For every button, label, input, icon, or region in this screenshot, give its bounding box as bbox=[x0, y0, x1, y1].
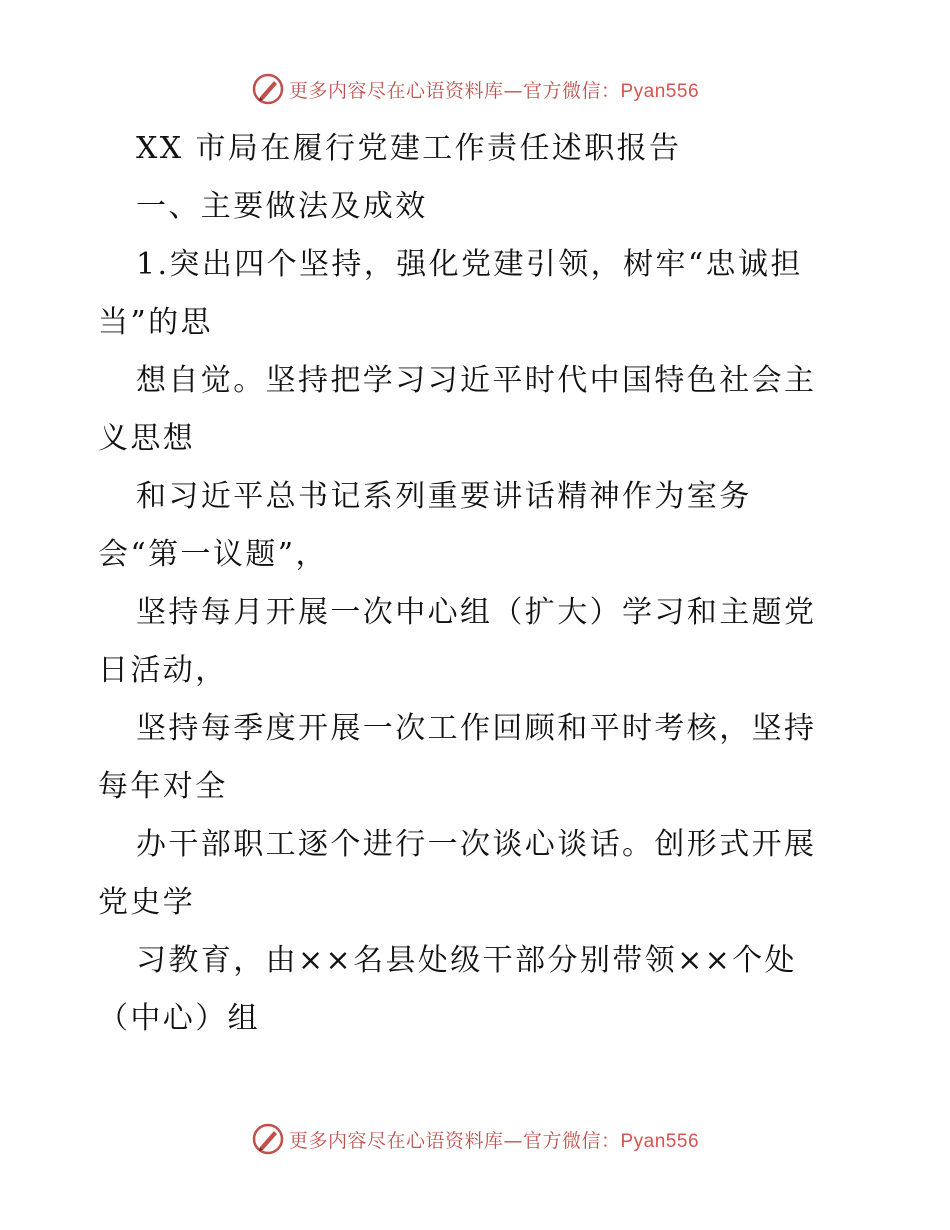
paragraph-line: 坚持每月开展一次中心组（扩大）学习和主题党 bbox=[136, 595, 817, 630]
paragraph-line: 当”的思 bbox=[98, 305, 213, 340]
paragraph-line: 想自觉。坚持把学习习近平时代中国特色社会主 bbox=[136, 363, 817, 398]
document-body bbox=[98, 120, 858, 1048]
paragraph-line: 会“第一议题”， bbox=[98, 537, 328, 572]
watermark-text: 更多内容尽在心语资料库—官方微信：Pyan556 bbox=[288, 1129, 700, 1152]
pen-logo-icon bbox=[251, 1122, 285, 1156]
pen-logo-icon bbox=[251, 72, 285, 106]
watermark-text: 更多内容尽在心语资料库—官方微信：Pyan556 bbox=[288, 79, 700, 102]
paragraph-line: 习教育，由××名县处级干部分别带领××个处 bbox=[136, 943, 797, 978]
section-heading: 一、主要做法及成效 bbox=[136, 189, 428, 224]
paragraph-line: 每年对全 bbox=[98, 769, 228, 804]
paragraph-line: 和习近平总书记系列重要讲话精神作为室务 bbox=[136, 479, 752, 514]
paragraph-line: 办干部职工逐个进行一次谈心谈话。创形式开展 bbox=[136, 827, 817, 862]
watermark-footer bbox=[0, 1122, 950, 1156]
paragraph-line: 党史学 bbox=[98, 885, 196, 920]
paragraph-line: （中心）组 bbox=[98, 1001, 260, 1036]
watermark-header bbox=[0, 72, 950, 106]
paragraph-line: 坚持每季度开展一次工作回顾和平时考核，坚持 bbox=[136, 711, 817, 746]
document-title: XX 市局在履行党建工作责任述职报告 bbox=[136, 131, 682, 166]
paragraph-line: 义思想 bbox=[98, 421, 196, 456]
paragraph-line: 日活动， bbox=[98, 653, 228, 688]
paragraph-line: 1.突出四个坚持，强化党建引领，树牢“忠诚担 bbox=[136, 247, 803, 282]
